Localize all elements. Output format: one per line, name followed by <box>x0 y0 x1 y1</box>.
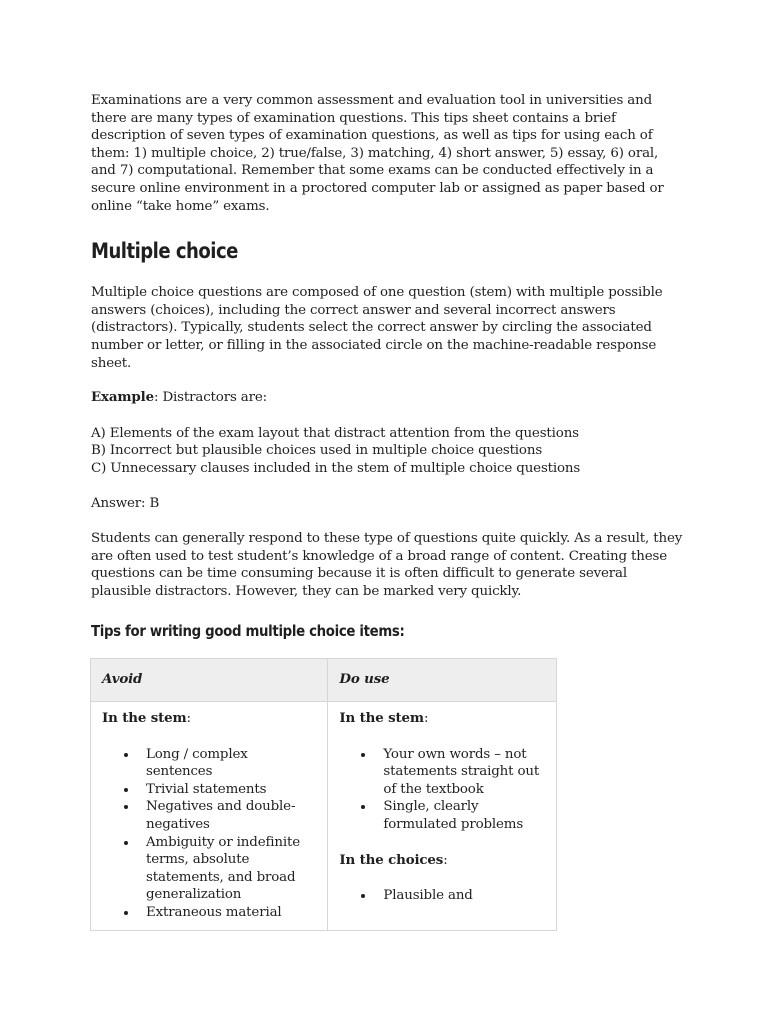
list-item: Ambiguity or indefinite terms, absolute statements, and broad generalization <box>146 834 316 904</box>
example-text: Distractors are: <box>158 390 267 406</box>
document-body <box>91 92 691 642</box>
table-header-row <box>91 659 557 702</box>
douse-stem-label: In the stem: <box>339 710 429 726</box>
example-label: Example <box>91 389 154 406</box>
douse-stem-list <box>339 746 545 834</box>
douse-choices-list <box>339 887 545 905</box>
douse-cell <box>328 702 557 931</box>
list-item: Your own words – not statements straight out of the textbook <box>383 746 545 799</box>
mc-description-paragraph: Multiple choice questions are composed of one question (stem) with multiple possible answers (choices), including the correct answer and several incorrect answers (distractors). Typically, students select the correct answer by circling the associated number or letter, or filling in the associated circle on the machine-readable response sheet. <box>91 285 663 371</box>
list-item: Long / complex sentences <box>146 746 316 781</box>
option-a: A) Elements of the exam layout that distract attention from the questions <box>91 425 579 441</box>
example-line <box>91 389 691 407</box>
list-item: Plausible and <box>383 887 545 905</box>
avoid-list <box>102 746 316 922</box>
avoid-cell <box>91 702 328 931</box>
tips-heading: Tips for writing good multiple choice items: <box>91 622 405 641</box>
list-item: Negatives and double-negatives <box>146 798 316 833</box>
example-options <box>91 425 691 478</box>
after-paragraph: Students can generally respond to these type of questions quite quickly. As a result, they are often used to test student’s knowledge of a broad range of content. Creating these questions can be time consuming because it is often difficult to generate several plausible distractors. However, they can be marked very quickly. <box>91 531 683 599</box>
list-item: Trivial statements <box>146 781 316 799</box>
list-item: Extraneous material <box>146 904 316 922</box>
option-b: B) Incorrect but plausible choices used in multiple choice questions <box>91 443 543 459</box>
option-c: C) Unnecessary clauses included in the stem of multiple choice questions <box>91 460 581 476</box>
list-item: Single, clearly formulated problems <box>383 798 545 833</box>
table-row <box>91 702 557 931</box>
avoid-header: Avoid <box>91 659 328 702</box>
example-colon: : <box>153 390 159 406</box>
intro-paragraph: Examinations are a very common assessment and evaluation tool in universities and there are many types of examination questions. This tips sheet contains a brief description of seven types of examination questions, as well as tips for using each of them: 1) multiple choice, 2) true/false, 3) matching, 4) short answer, 5) essay, 6) oral, and 7) computational. Remember that some exams can be conducted effectively in a secure online environment in a proctored computer lab or assigned as paper based or online “take home” exams. <box>91 93 664 214</box>
avoid-stem-label: In the stem: <box>102 710 191 726</box>
douse-header: Do use <box>328 659 557 702</box>
answer-line: Answer: B <box>91 495 160 511</box>
douse-choices-label: In the choices: <box>339 851 448 868</box>
section-heading: Multiple choice <box>91 239 238 264</box>
tips-table <box>90 658 557 931</box>
